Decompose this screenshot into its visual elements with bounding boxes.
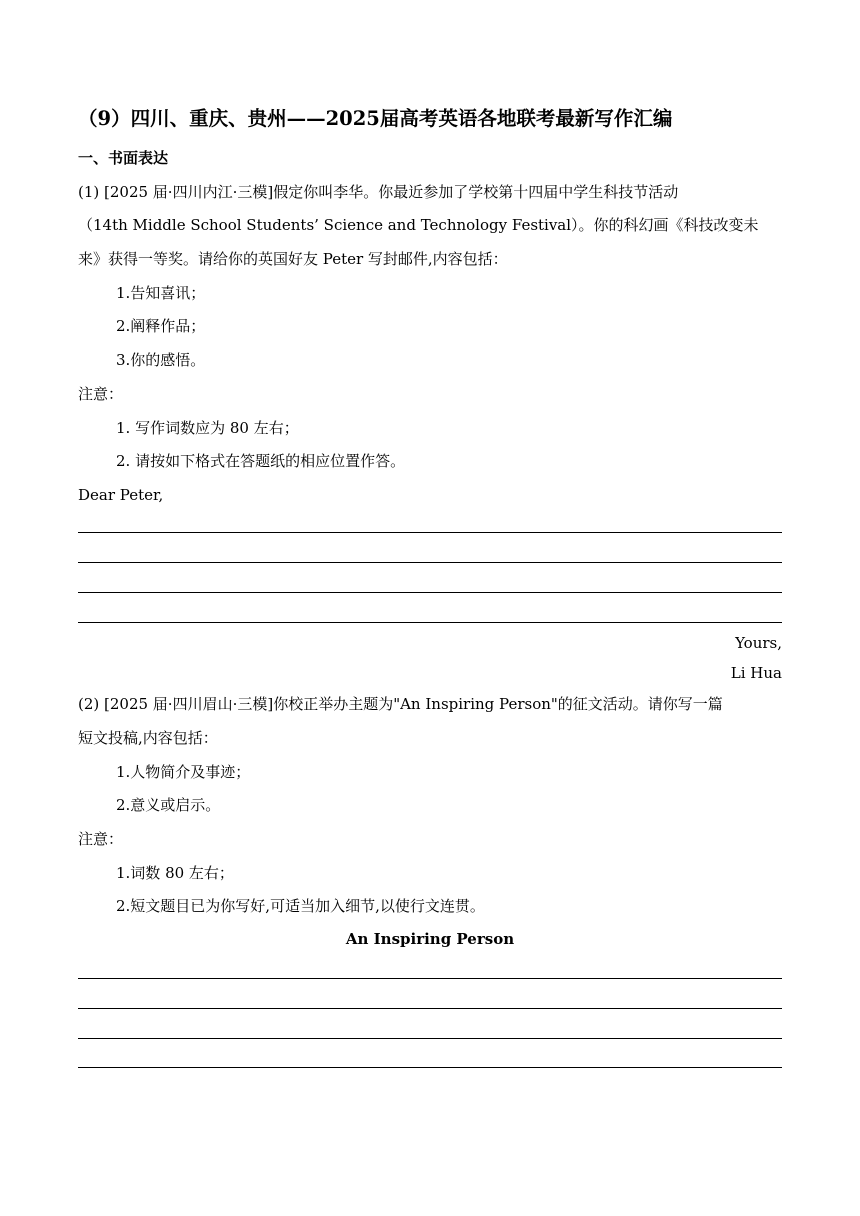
answer-line <box>78 592 782 593</box>
answer-line <box>78 532 782 533</box>
letter-closing: Yours, <box>735 634 782 652</box>
document-title: （9）四川、重庆、贵州——2025届高考英语各地联考最新写作汇编 <box>78 107 673 130</box>
essay-title: An Inspiring Person <box>345 930 515 948</box>
task2-point: 1.人物简介及事迹； <box>116 763 251 781</box>
task1-prompt-line1: (1) [2025 届·四川内江·三模]假定你叫李华。你最近参加了学校第十四届中学生科技节活动 <box>78 183 679 201</box>
task2-point: 2.意义或启示。 <box>116 796 221 814</box>
answer-line <box>78 978 782 979</box>
task2-prompt-line1: (2) [2025 届·四川眉山·三模]你校正举办主题为"An Inspiring Person"的征文活动。请你写一篇 <box>78 695 723 713</box>
answer-line <box>78 622 782 623</box>
section-heading: 一、书面表达 <box>78 149 169 167</box>
task1-note: 2. 请按如下格式在答题纸的相应位置作答。 <box>116 452 406 470</box>
task1-prompt-line3: 来》获得一等奖。请给你的英国好友 Peter 写封邮件,内容包括： <box>78 250 508 268</box>
letter-greeting: Dear Peter, <box>78 486 164 504</box>
answer-line <box>78 1067 782 1068</box>
task2-note-label: 注意： <box>78 830 124 848</box>
task1-prompt-line2: （14th Middle School Students’ Science and Technology Festival）。你的科幻画《科技改变未 <box>78 216 759 234</box>
task1-note: 1. 写作词数应为 80 左右； <box>116 419 299 437</box>
answer-line <box>78 1038 782 1039</box>
task2-note: 1.词数 80 左右； <box>116 864 234 882</box>
task2-prompt-line2: 短文投稿,内容包括： <box>78 729 218 747</box>
task1-note-label: 注意： <box>78 385 124 403</box>
task2-note: 2.短文题目已为你写好,可适当加入细节,以使行文连贯。 <box>116 897 485 915</box>
letter-signature: Li Hua <box>730 664 782 682</box>
task1-point: 1.告知喜讯； <box>116 284 206 302</box>
answer-line <box>78 562 782 563</box>
answer-line <box>78 1008 782 1009</box>
task1-point: 3.你的感悟。 <box>116 351 206 369</box>
task1-point: 2.阐释作品； <box>116 317 206 335</box>
